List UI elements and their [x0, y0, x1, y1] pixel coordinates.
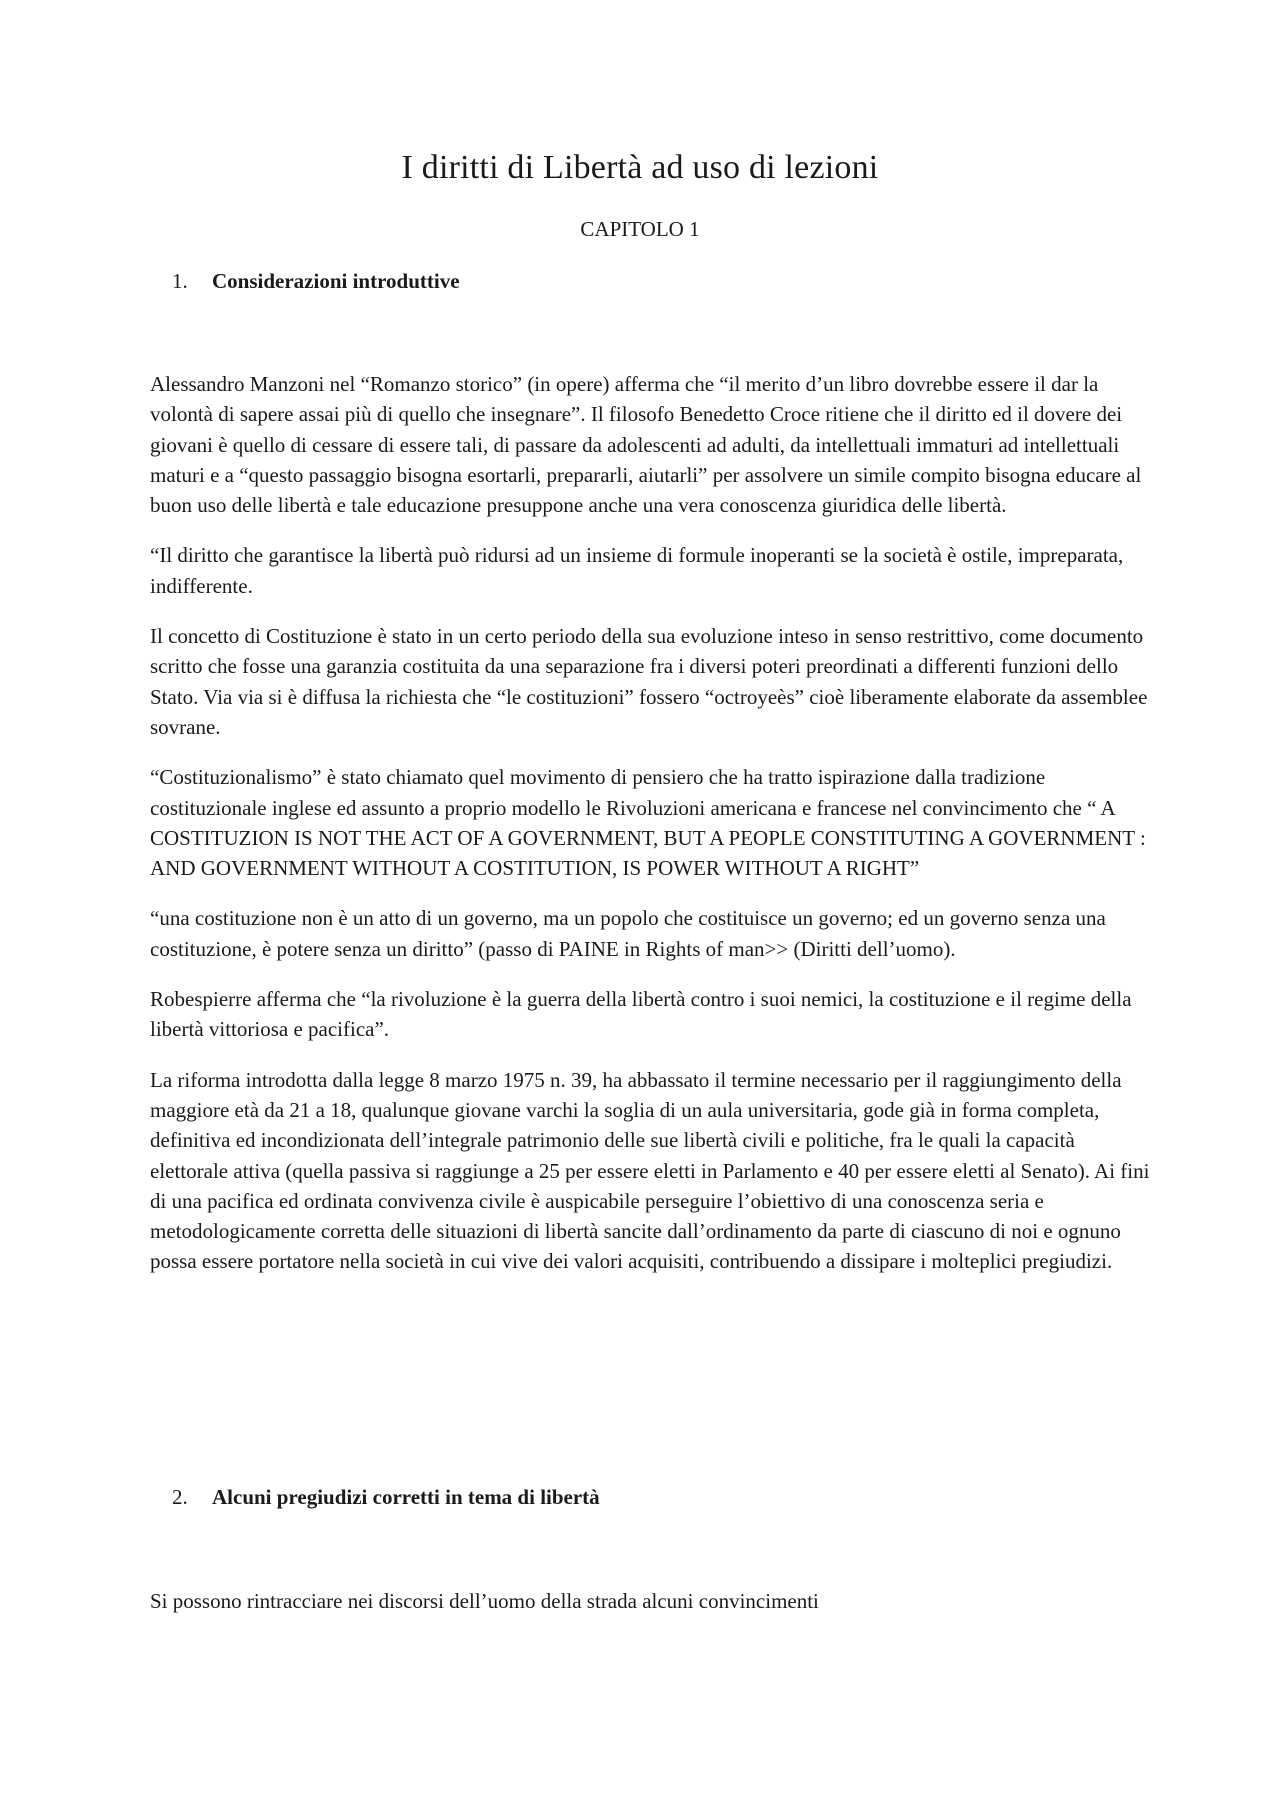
- section-number: 1.: [172, 269, 188, 293]
- paragraph: Il concetto di Costituzione è stato in un certo periodo della sua evoluzione inteso in senso restrittivo, come documento scritto che fosse una garanzia costituita da una separazione fra i diversi poteri preordinati a differenti funzioni dello Stato. Via via si è diffusa la richiesta che “le costituzioni” fossero “octroyeès” cioè liberamente elaborate da assemblee sovrane.: [150, 624, 1148, 739]
- chapter-label: CAPITOLO 1: [580, 217, 700, 241]
- paragraph: “Costituzionalismo” è stato chiamato quel movimento di pensiero che ha tratto ispirazione dalla tradizione costituzionale inglese ed assunto a proprio modello le Rivoluzioni americana e francese nel convincimento che “ A COSTITUZION IS NOT THE ACT OF A GOVERNMENT, BUT A PEOPLE CONSTITUTING A GOVERNMENT : AND GOVERNMENT WITHOUT A COSTITUTION, IS POWER WITHOUT A RIGHT”: [150, 765, 1146, 881]
- section-number: 2.: [172, 1485, 188, 1509]
- paragraph: Si possono rintracciare nei discorsi dell’uomo della strada alcuni convincimenti: [150, 1589, 819, 1613]
- paragraph: “Il diritto che garantisce la libertà può ridursi ad un insieme di formule inoperanti se la società è ostile, impreparata, indifferente.: [150, 543, 1124, 598]
- section-1-body: [150, 369, 1150, 1297]
- section-2-body: [150, 1586, 1150, 1636]
- section-title: Considerazioni introduttive: [212, 269, 460, 293]
- paragraph: Robespierre afferma che “la rivoluzione è la guerra della libertà contro i suoi nemici, la costituzione e il regime della libertà vittoriosa e pacifica”.: [150, 987, 1132, 1042]
- document-title: I diritti di Libertà ad uso di lezioni: [401, 149, 879, 186]
- section-heading-2: [172, 1484, 600, 1510]
- paragraph: “una costituzione non è un atto di un governo, ma un popolo che costituisce un governo; ed un governo senza una costituzione, è potere senza un diritto” (passo di PAINE in Rights of man>> (Diritti dell’uomo).: [150, 906, 1106, 961]
- section-heading-1: [172, 268, 460, 294]
- section-title: Alcuni pregiudizi corretti in tema di libertà: [212, 1485, 600, 1509]
- paragraph: La riforma introdotta dalla legge 8 marzo 1975 n. 39, ha abbassato il termine necessario per il raggiungimento della maggiore età da 21 a 18, qualunque giovane varchi la soglia di un aula universitaria, gode già in forma completa, definitiva ed incondizionata dell’integrale patrimonio delle sue libertà civili e politiche, fra le quali la capacità elettorale attiva (quella passiva si raggiunge a 25 per essere eletti in Parlamento e 40 per essere eletti al Senato). Ai fini di una pacifica ed ordinata convivenza civile è auspicabile perseguire l’obiettivo di una conoscenza seria e metodologicamente corretta delle situazioni di libertà sancite dall’ordinamento da parte di ciascuno di noi e ognuno possa essere portatore nella società in cui vive dei valori acquisiti, contribuendo a dissipare i molteplici pregiudizi.: [150, 1067, 1150, 1274]
- paragraph: Alessandro Manzoni nel “Romanzo storico” (in opere) afferma che “il merito d’un libro dovrebbe essere il dar la volontà di sapere assai più di quello che insegnare”. Il filosofo Benedetto Croce ritiene che il diritto ed il dovere dei giovani è quello di cessare di essere tali, di passare da adolescenti ad adulti, da intellettuali immaturi ad intellettuali maturi e a “questo passaggio bisogna esortarli, prepararli, aiutarli” per assolvere un simile compito bisogna educare al buon uso delle libertà e tale educazione presuppone anche una vera conoscenza giuridica delle libertà.: [150, 372, 1142, 518]
